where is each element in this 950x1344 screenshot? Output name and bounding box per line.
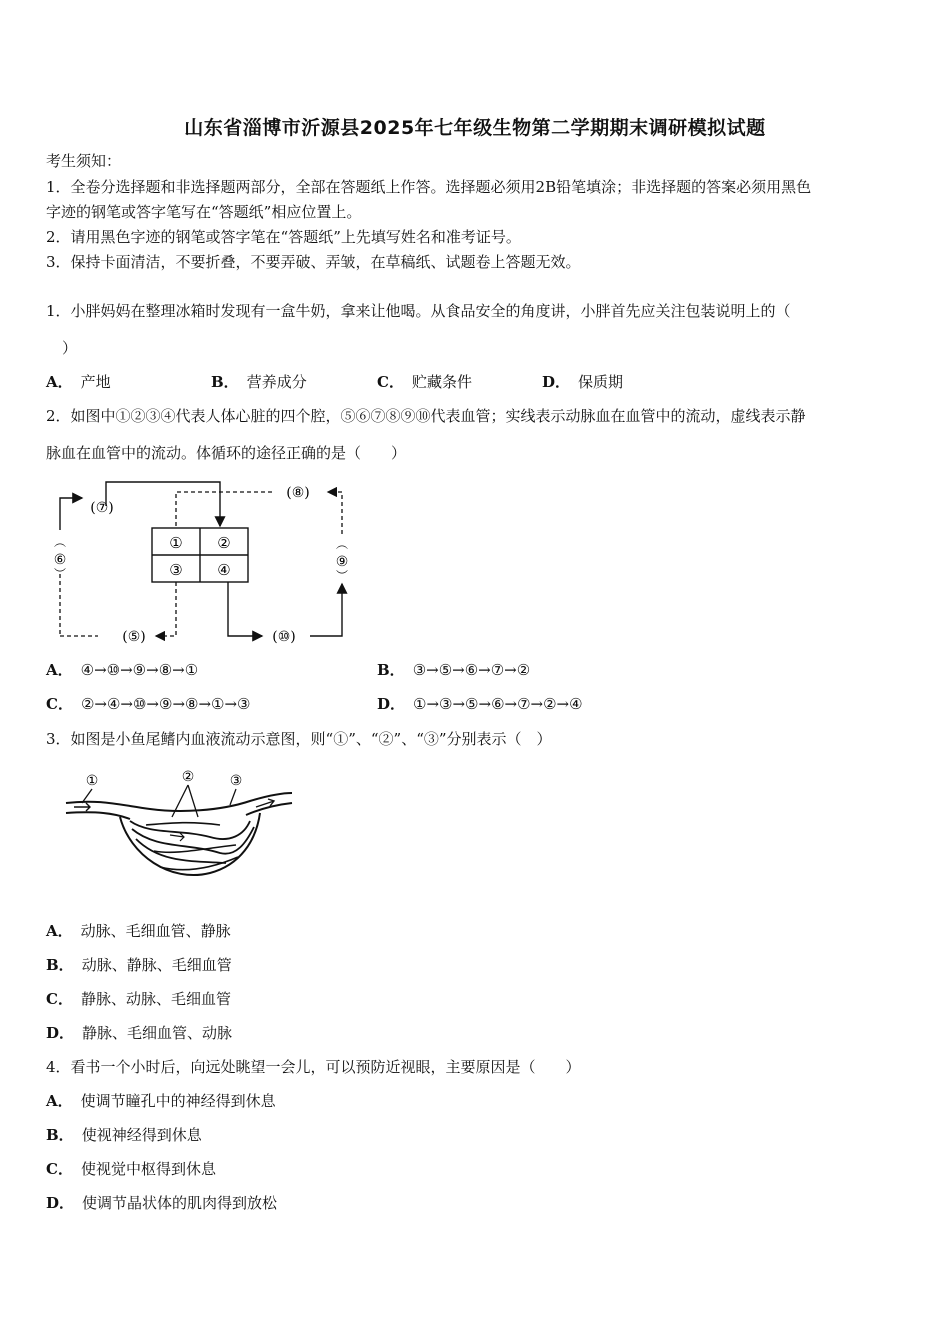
question-4-option-a[interactable]: A． 使调节瞳孔中的神经得到休息 bbox=[46, 1092, 276, 1110]
vessel-9-bracket-top: ︵ bbox=[335, 537, 349, 551]
option-c[interactable]: C． ②→④→⑩→⑨→⑧→①→③ bbox=[46, 695, 251, 713]
question-3-option-b[interactable]: B． 动脉、静脉、毛细血管 bbox=[46, 956, 232, 974]
question-4-option-b[interactable]: B． 使视神经得到休息 bbox=[46, 1126, 202, 1144]
question-4-option-c[interactable]: C． 使视觉中枢得到休息 bbox=[46, 1160, 216, 1178]
question-3-option-a[interactable]: A． 动脉、毛细血管、静脉 bbox=[46, 922, 231, 940]
option-d[interactable]: D． ①→③→⑤→⑥→⑦→②→④ bbox=[377, 695, 583, 713]
question-3-text: 3．如图是小鱼尾鳍内血液流动示意图，则“①”、“②”、“③”分别表示（ ） bbox=[46, 730, 552, 748]
option-a[interactable]: A． ④→⑩→⑨→⑧→① bbox=[46, 661, 199, 679]
vessel-5: (⑤) bbox=[122, 629, 146, 645]
page-title: 山东省淄博市沂源县2025年七年级生物第二学期期末调研模拟试题 bbox=[184, 117, 766, 139]
question-4-text: 4．看书一个小时后，向远处眺望一会儿，可以预防近视眼，主要原因是（ ） bbox=[46, 1058, 581, 1076]
vessel-8: (⑧) bbox=[286, 485, 310, 501]
vessel-10: (⑩) bbox=[272, 629, 296, 645]
figure-label-1: ① bbox=[85, 773, 99, 789]
option-b[interactable]: B． 营养成分 bbox=[211, 373, 307, 391]
question-3-option-c[interactable]: C． 静脉、动脉、毛细血管 bbox=[46, 990, 231, 1008]
option-a[interactable]: A． 产地 bbox=[46, 373, 111, 391]
question-3-option-d[interactable]: D． 静脉、毛细血管、动脉 bbox=[46, 1024, 233, 1042]
figure-label-2: ② bbox=[181, 769, 195, 785]
question-1-text: 1．小胖妈妈在整理冰箱时发现有一盒牛奶，拿来让他喝。从食品安全的角度讲，小胖首先应关注包装说明上的（ bbox=[46, 302, 791, 320]
notice-item: 3．保持卡面清洁，不要折叠，不要弄破、弄皱，在草稿纸、试题卷上答题无效。 bbox=[46, 253, 581, 271]
vessel-7: (⑦) bbox=[90, 500, 114, 516]
heart-circulation-diagram bbox=[44, 478, 364, 648]
notice-item: 1．全卷分选择题和非选择题两部分，全部在答题纸上作答。选择题必须用2B铅笔填涂；非选择题的答案必须用黑色 bbox=[46, 178, 812, 196]
notice-item: 字迹的钢笔或答字笔写在“答题纸”相应位置上。 bbox=[46, 203, 362, 221]
chamber-3: ③ bbox=[169, 561, 183, 579]
option-d[interactable]: D． 保质期 bbox=[542, 373, 624, 391]
chamber-4: ④ bbox=[217, 561, 231, 579]
option-c[interactable]: C． 贮藏条件 bbox=[377, 373, 472, 391]
vessel-6-bracket-top: ︵ bbox=[53, 535, 67, 549]
question-4-option-d[interactable]: D． 使调节晶状体的肌肉得到放松 bbox=[46, 1194, 278, 1212]
fish-tail-blood-flow-figure bbox=[60, 765, 300, 905]
question-2-text-cont: 脉血在血管中的流动。体循环的途径正确的是（ ） bbox=[46, 444, 407, 462]
vessel-6-bracket-bottom: ︶ bbox=[53, 567, 67, 581]
question-1-text-cont: ） bbox=[62, 339, 78, 357]
question-2-text: 2．如图中①②③④代表人体心脏的四个腔，⑤⑥⑦⑧⑨⑩代表血管；实线表示动脉血在血管中的流动，虚线表示静 bbox=[46, 407, 806, 425]
notice-item: 2．请用黑色字迹的钢笔或答字笔在“答题纸”上先填写姓名和准考证号。 bbox=[46, 228, 521, 246]
chamber-1: ① bbox=[169, 534, 183, 552]
chamber-2: ② bbox=[217, 534, 231, 552]
figure-label-3: ③ bbox=[229, 773, 243, 789]
notice-header: 考生须知： bbox=[46, 152, 122, 170]
vessel-9-bracket-bottom: ︶ bbox=[335, 569, 349, 583]
vessel-9: ⑨ bbox=[335, 554, 349, 570]
vessel-6: ⑥ bbox=[53, 552, 67, 568]
option-b[interactable]: B． ③→⑤→⑥→⑦→② bbox=[377, 661, 531, 679]
